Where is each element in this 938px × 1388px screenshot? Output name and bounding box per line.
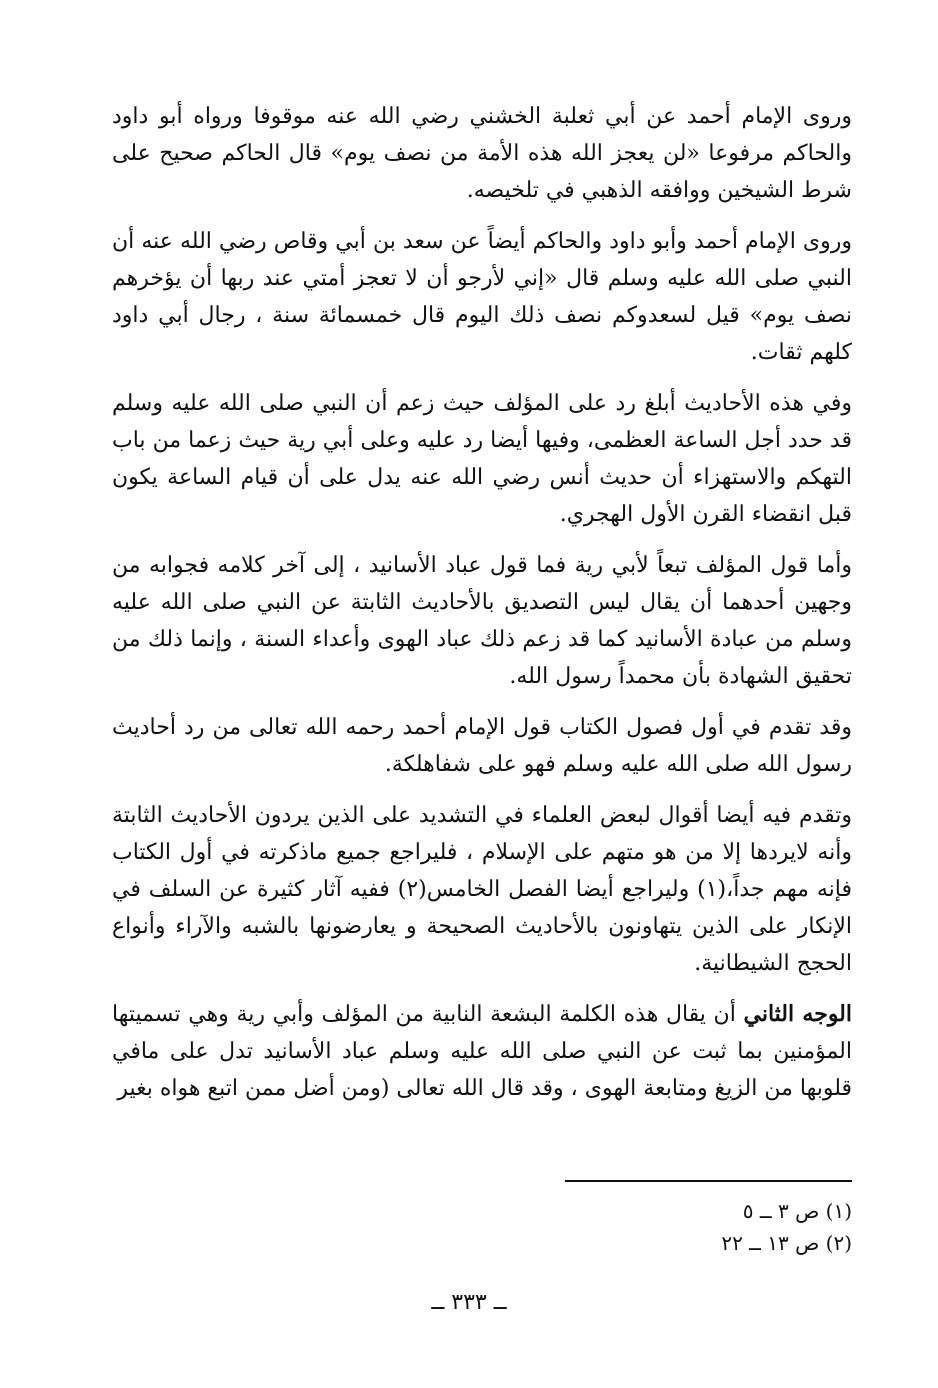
footnote-divider xyxy=(565,1180,852,1182)
paragraph-1: وروى الإمام أحمد عن أبي ثعلبة الخشني رضي الله عنه موقوفا ورواه أبو داود والحاكم مرفوعا «لن يعجز الله هذه الأمة من نصف يوم» قال الحاكم صحيح على شرط الشيخين ووافقه الذهبي في تلخيصه. xyxy=(112,104,852,203)
paragraph-5: وقد تقدم في أول فصول الكتاب قول الإمام أحمد رحمه الله تعالى من رد أحاديث رسول الله صلى الله عليه وسلم فهو على شفاهلكة. xyxy=(112,715,852,777)
page-body xyxy=(112,98,852,1121)
footnotes xyxy=(552,1195,852,1259)
paragraph-4: وأما قول المؤلف تبعاً لأبي رية فما قول عباد الأسانيد ، إلى آخر كلامه فجوابه من وجهين أحدهما أن يقال ليس التصديق بالأحاديث الثابتة عن النبي صلى الله عليه وسلم من عبادة الأسانيد كما قد زعم ذلك عباد الهوى وأعداء السنة ، وإنما ذلك من تحقيق الشهادة بأن محمداً رسول الله. xyxy=(112,553,852,689)
page-number: ــ ٣٣٣ ــ xyxy=(431,1290,507,1315)
footnote-1: (١) ص ٣ ــ ٥ xyxy=(742,1199,852,1223)
section-lead: الوجه الثاني xyxy=(743,1001,852,1027)
paragraph-6: وتقدم فيه أيضا أقوال لبعض العلماء في التشديد على الذين يردون الأحاديث الثابتة وأنه لايردها إلا من هو متهم على الإسلام ، فليراجع جميع ماذكرته في أول الكتاب فإنه مهم جداً،(١) وليراجع أيضا الفصل الخامس(٢) ففيه آثار كثيرة عن السلف في الإنكار على الذين يتهاونون بالأحاديث الصحيحة و يعارضونها بالشبه والآراء وأنواع الحجج الشيطانية. xyxy=(112,803,853,976)
paragraph-7 xyxy=(112,996,852,1107)
paragraph-3: وفي هذه الأحاديث أبلغ رد على المؤلف حيث زعم أن النبي صلى الله عليه وسلم قد حدد أجل الساعة العظمى، وفيها أيضا رد عليه وعلى أبي رية حيث زعما من باب التهكم والاستهزاء أن حديث أنس رضي الله عنه يدل على أن قيام الساعة يكون قبل انقضاء القرن الأول الهجري. xyxy=(112,391,852,527)
paragraph-7-text: أن يقال هذه الكلمة البشعة النابية من المؤلف وأبي رية وهي تسميتها المؤمنين بما ثبت عن النبي صلى الله عليه وسلم عباد الأسانيد تدل على مافي قلوبها من الزيغ ومتابعة الهوى ، وقد قال الله تعالى (ومن أضل ممن اتبع هواه بغير xyxy=(112,1002,852,1101)
paragraph-2: وروى الإمام أحمد وأبو داود والحاكم أيضاً عن سعد بن أبي وقاص رضي الله عنه أن النبي صلى الله عليه وسلم قال «إني لأرجو أن لا تعجز أمتي عند ربها أن يؤخرهم نصف يوم» قيل لسعدوكم نصف ذلك اليوم قال خمسمائة سنة ، رجال أبي داود كلهم ثقات. xyxy=(112,229,852,365)
footnote-2: (٢) ص ١٣ ــ ٢٢ xyxy=(721,1231,852,1255)
